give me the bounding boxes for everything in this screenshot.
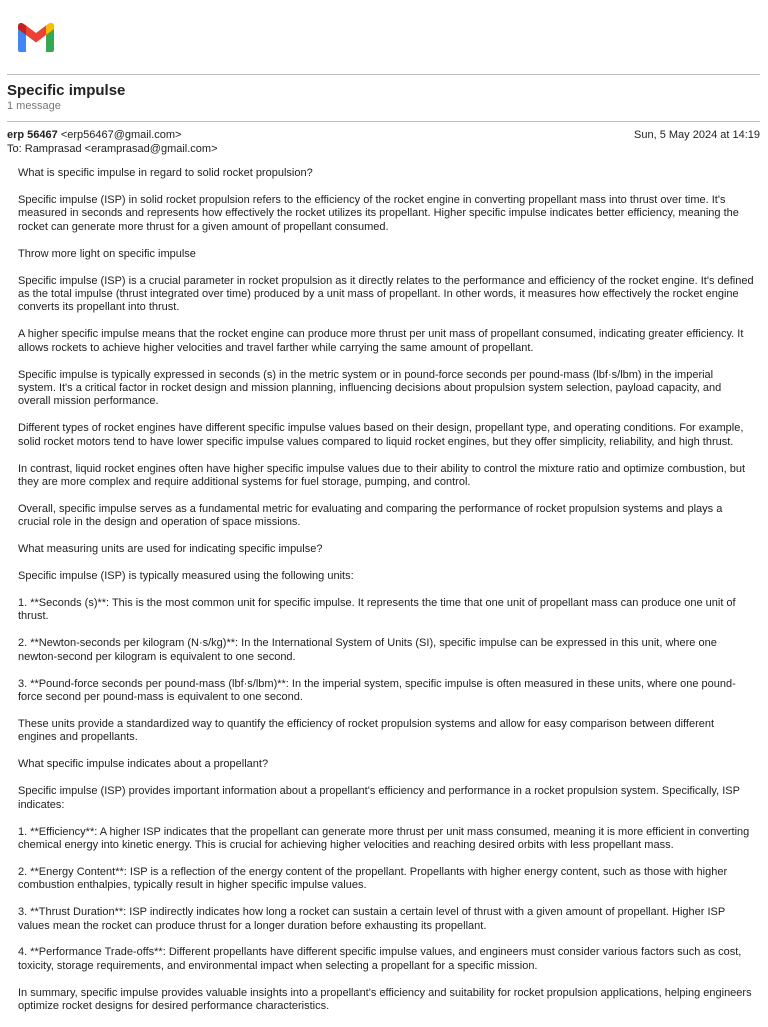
subject-divider [7,121,760,122]
message-body [18,167,754,1027]
body-paragraph: Different types of rocket engines have different specific impulse values based on their design, propellant type, and operating conditions. For example, solid rocket motors tend to have lower specific impulse values compared to liquid rocket engines, but they offer simplicity, reliability, and high thrust. [18,422,744,448]
body-paragraph: Specific impulse (ISP) is typically measured using the following units: [18,570,354,583]
to-label: To: [7,143,22,155]
body-paragraph: 2. **Newton-seconds per kilogram (N·s/kg)**: In the International System of Units (SI), specific impulse can be expressed in this unit, where one newton-second per kilogram is equivalent to one second. [18,637,717,663]
body-paragraph: 1. **Seconds (s)**: This is the most common unit for specific impulse. It represents the time that one unit of propellant mass can produce one unit of thrust. [18,597,736,623]
sender-email[interactable]: <erp56467@gmail.com> [60,129,182,141]
body-paragraph: What specific impulse indicates about a propellant? [18,758,269,771]
recipient[interactable]: Ramprasad <eramprasad@gmail.com> [24,143,218,155]
body-paragraph: These units provide a standardized way to quantify the efficiency of rocket propulsion systems and allow for easy comparison between different engines and propellants. [18,717,715,744]
gmail-logo-icon[interactable] [16,21,56,53]
body-paragraph: Specific impulse (ISP) in solid rocket propulsion refers to the efficiency of the rocket engine in converting propellant mass into thrust over time. It's measured in seconds and represents how effectively the rocket utilizes its propellant. Higher specific impulse indicates better efficiency, meaning the rocket can generate more thrust for a given amount of propellant consumed. [18,193,739,233]
body-paragraph: 1. **Efficiency**: A higher ISP indicates that the propellant can generate more thrust per unit mass consumed, meaning it is more efficient in converting chemical energy into kinetic energy. This is crucial for achieving higher velocities and reaching desired orbits with less propellant mass. [18,825,750,851]
body-paragraph: Throw more light on specific impulse [18,247,196,260]
sender-line [7,128,760,142]
message-header [7,128,760,156]
body-paragraph: Specific impulse (ISP) provides important information about a propellant's efficiency and performance in a rocket propulsion system. Specifically, ISP indicates: [18,785,740,811]
body-paragraph: In contrast, liquid rocket engines often have higher specific impulse values due to their ability to control the mixture ratio and optimize combustion, but they are more complex and require additional systems for fuel storage, pumping, and control. [18,462,745,488]
body-paragraph: A higher specific impulse means that the rocket engine can produce more thrust per unit mass of propellant consumed, indicating greater efficiency. It allows rockets to achieve higher velocities and travel farther while carrying the same amount of propellant. [18,328,744,354]
body-paragraph: Specific impulse is typically expressed in seconds (s) in the metric system or in pound-force seconds per pound-mass (lbf·s/lbm) in the imperial system. It's a critical factor in rocket design and mission planning, influencing decisions about propulsion system selection, payload capacity, and overall mission performance. [18,368,722,408]
body-paragraph: 3. **Pound-force seconds per pound-mass (lbf·s/lbm)**: In the imperial system, specific impulse is often measured in these units, where one pound-force second per pound-mass is equivalent to one second. [18,677,736,704]
recipient-line [7,142,760,156]
body-paragraph: What measuring units are used for indicating specific impulse? [18,543,323,556]
body-paragraph: In summary, specific impulse provides valuable insights into a propellant's efficiency and suitability for rocket propulsion applications, helping engineers optimize rocket designs for desired performance characteristics. [18,986,752,1013]
body-paragraph: What is specific impulse in regard to solid rocket propulsion? [18,167,313,179]
header-divider [7,74,760,75]
body-paragraph: Specific impulse (ISP) is a crucial parameter in rocket propulsion as it directly relates to the performance and efficiency of the rocket engine. It's defined as the total impulse (thrust integrated over time) produced by a unit mass of propellant. In other words, it measures how effectively the rocket engine converts its propellant into thrust. [18,274,754,314]
body-paragraph: 2. **Energy Content**: ISP is a reflection of the energy content of the propellant. Propellants with higher energy content, such as those with higher combustion enthalpies, typically result in higher specific impulse values. [18,865,728,892]
thread-subject: Specific impulse [7,82,126,99]
body-paragraph: 3. **Thrust Duration**: ISP indirectly indicates how long a rocket can sustain a certain level of thrust with a given amount of propellant. Higher ISP values mean the rocket can produce thrust for a longer duration before exhausting its propellant. [18,906,726,932]
body-paragraph: Overall, specific impulse serves as a fundamental metric for evaluating and comparing the performance of rocket propulsion systems and plays a crucial role in the design and operation of space missions. [18,502,723,529]
sender-name: erp 56467 [7,129,58,141]
body-paragraph: 4. **Performance Trade-offs**: Different propellants have different specific impulse values, and engineers must consider various factors such as cost, toxicity, storage requirements, and environmental impact when selecting a propellant for a specific mission. [18,946,742,972]
message-count: 1 message [7,100,61,112]
message-date: Sun, 5 May 2024 at 14:19 [634,129,760,141]
